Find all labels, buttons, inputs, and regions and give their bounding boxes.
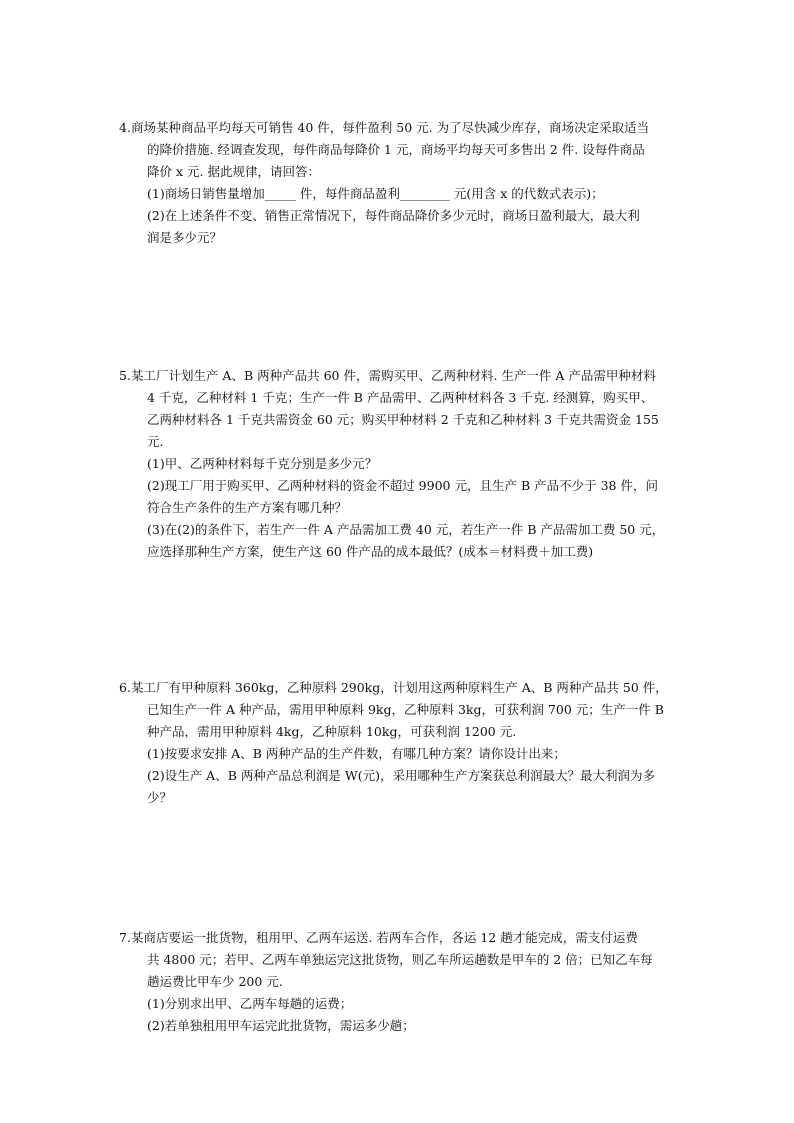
question-number: 4.: [119, 120, 131, 135]
question-number: 7.: [119, 930, 131, 945]
sub-question-1: (1)商场日销售量增加_____ 件，每件商品盈利________ 元(用含 x 的代数式表示)；: [147, 186, 604, 201]
question-line: 4 千克，乙种材料 1 千克；生产一件 B 产品需甲、乙两种材料各 3 千克. 经测算，购买甲、: [147, 390, 654, 405]
question-line: 趟运费比甲车少 200 元.: [147, 974, 283, 989]
sub-question-2: (2)若单独租用甲车运完此批货物，需运多少趟；: [147, 1018, 415, 1033]
sub-question-2: (2)在上述条件不变、销售正常情况下，每件商品降价多少元时，商场日盈利最大，最大利: [147, 208, 640, 223]
question-line: 应选择那种生产方案，使生产这 60 件产品的成本最低？(成本＝材料费＋加工费): [147, 544, 594, 559]
sub-question-3: (3)在(2)的条件下，若生产一件 A 产品需加工费 40 元，若生产一件 B 产品需加工费 50 元，: [147, 522, 665, 537]
question-6: [119, 677, 704, 809]
question-line: [119, 677, 704, 699]
question-line: 润是多少元？: [147, 230, 223, 245]
question-line: 降价 x 元. 据此规律，请回答：: [147, 164, 320, 179]
question-line: 已知生产一件 A 种产品，需用甲种原料 9kg，乙种原料 3kg，可获利润 700 元；生产一件 B: [147, 702, 664, 717]
question-line: 乙两种材料各 1 千克共需资金 60 元；购买甲种材料 2 千克和乙种材料 3 千克共需资金 155: [147, 412, 659, 427]
question-line: [119, 927, 704, 949]
question-line: 元.: [147, 434, 164, 449]
sub-question-1: (1)甲、乙两种材料每千克分别是多少元？: [147, 456, 378, 471]
question-line: 的降价措施. 经调查发现，每件商品每降价 1 元，商场平均每天可多售出 2 件. 设每件商品: [147, 142, 645, 157]
question-text: 某商店要运一批货物，租用甲、乙两车运送. 若两车合作，各运 12 趟才能完成，需支付运费: [130, 930, 638, 945]
sub-question-2: (2)设生产 A、B 两种产品总利润是 W(元)，采用哪种生产方案获总利润最大？最大利润为多: [147, 768, 655, 783]
question-number: 6.: [119, 680, 131, 695]
question-line: 符合生产条件的生产方案有哪几种？: [147, 500, 348, 515]
question-line: 共 4800 元；若甲、乙两车单独运完这批货物，则乙车所运趟数是甲车的 2 倍；已知乙车每: [147, 952, 653, 967]
sub-question-1: (1)按要求安排 A、B 两种产品的生产件数，有哪几种方案？请你设计出来；: [147, 746, 566, 761]
question-5: [119, 365, 704, 563]
question-4: [119, 117, 704, 249]
question-line: 种产品，需用甲种原料 4kg，乙种原料 10kg，可获利润 1200 元.: [147, 724, 517, 739]
question-7: [119, 927, 704, 1037]
sub-question-2: (2)现工厂用于购买甲、乙两种材料的资金不超过 9900 元，且生产 B 产品不少于 38 件，问: [147, 478, 658, 493]
question-text: 某工厂计划生产 A、B 两种产品共 60 件，需购买甲、乙两种材料. 生产一件 A 产品需甲种材料: [130, 368, 656, 383]
question-text: 某工厂有甲种原料 360kg，乙种原料 290kg，计划用这两种原料生产 A、B 两种产品共 50 件，: [130, 680, 668, 695]
sub-question-1: (1)分别求出甲、乙两车每趟的运费；: [147, 996, 353, 1011]
question-text: 商场某种商品平均每天可销售 40 件，每件盈利 50 元. 为了尽快减少库存，商场决定采取适当: [130, 120, 650, 135]
question-number: 5.: [119, 368, 131, 383]
question-line: 少？: [147, 790, 173, 805]
question-line: [119, 365, 704, 387]
question-line: [119, 117, 704, 139]
